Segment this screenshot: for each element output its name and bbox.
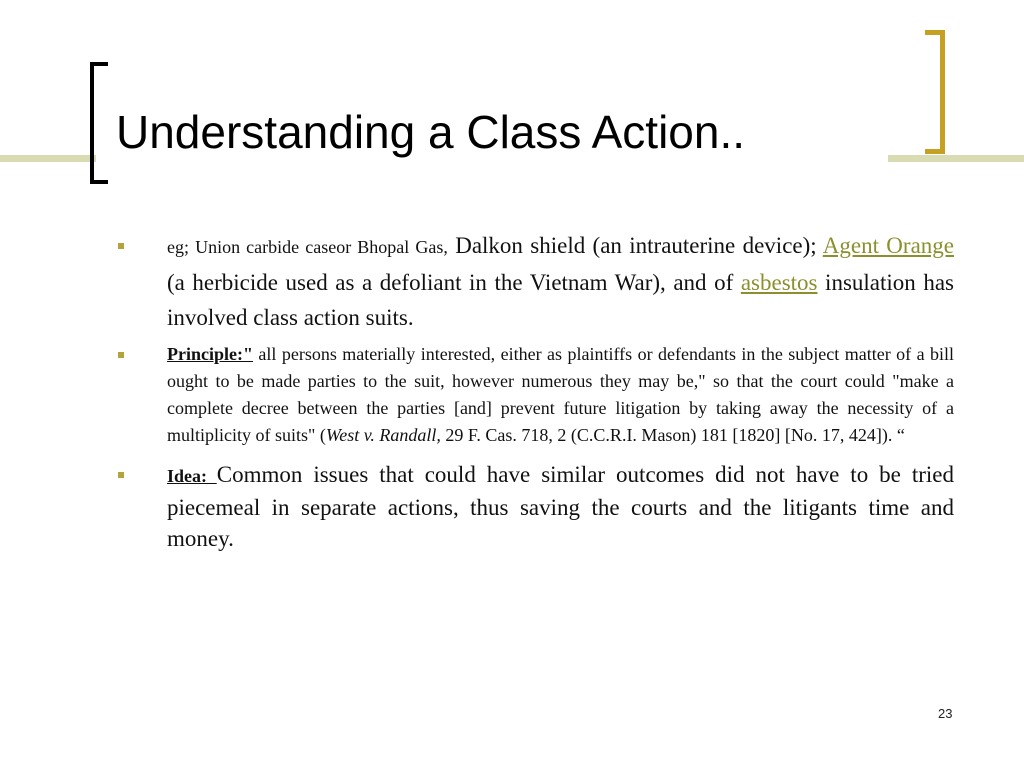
examples-intro: eg; Union carbide caseor Bhopal Gas,: [167, 237, 448, 257]
examples-text-2: (a herbicide used as a defoliant in the Vietnam War), and of: [167, 270, 741, 295]
bullet-item-idea: [118, 459, 954, 554]
title-bracket-right: [925, 30, 945, 154]
idea-label: Idea:: [167, 466, 217, 486]
bullet-square-icon: [118, 243, 124, 249]
slide-title: Understanding a Class Action..: [116, 106, 746, 158]
page-number: 23: [938, 706, 953, 721]
principle-label: Principle:": [167, 344, 253, 364]
case-name: West v. Randall,: [325, 425, 441, 445]
case-citation: 29 F. Cas. 718, 2 (C.C.R.I. Mason) 181 [1820] [No. 17, 424]). “: [440, 425, 905, 445]
bullet-square-icon: [118, 472, 124, 478]
principle-text: all persons materially interested, either as plaintiffs or defendants in the subject matter of a bill ought to be made parties to the suit, however numerous they may be," so that the court could "make a complete decree between the parties [and] prevent future litigation by taking away the necessity of a multiplicity of suits" (: [167, 344, 954, 445]
agent-orange-link[interactable]: Agent Orange: [822, 233, 954, 258]
bullet-item-principle: [118, 341, 954, 449]
bullet-item-examples: [118, 228, 954, 335]
examples-text-1: Dalkon shield (an intrauterine device);: [447, 233, 823, 258]
bullet-square-icon: [118, 352, 124, 358]
asbestos-link[interactable]: asbestos: [740, 270, 818, 295]
idea-text: Common issues that could have similar outcomes did not have to be tried piecemeal in separate actions, thus saving the courts and the litigants time and money.: [167, 462, 955, 551]
title-accent-bar-right: [888, 155, 1024, 162]
slide-content: [118, 228, 954, 554]
title-bracket-left: [90, 62, 108, 184]
examples-text-3: insulation has involved class action suits.: [167, 270, 954, 330]
title-accent-bar-left: [0, 155, 96, 162]
